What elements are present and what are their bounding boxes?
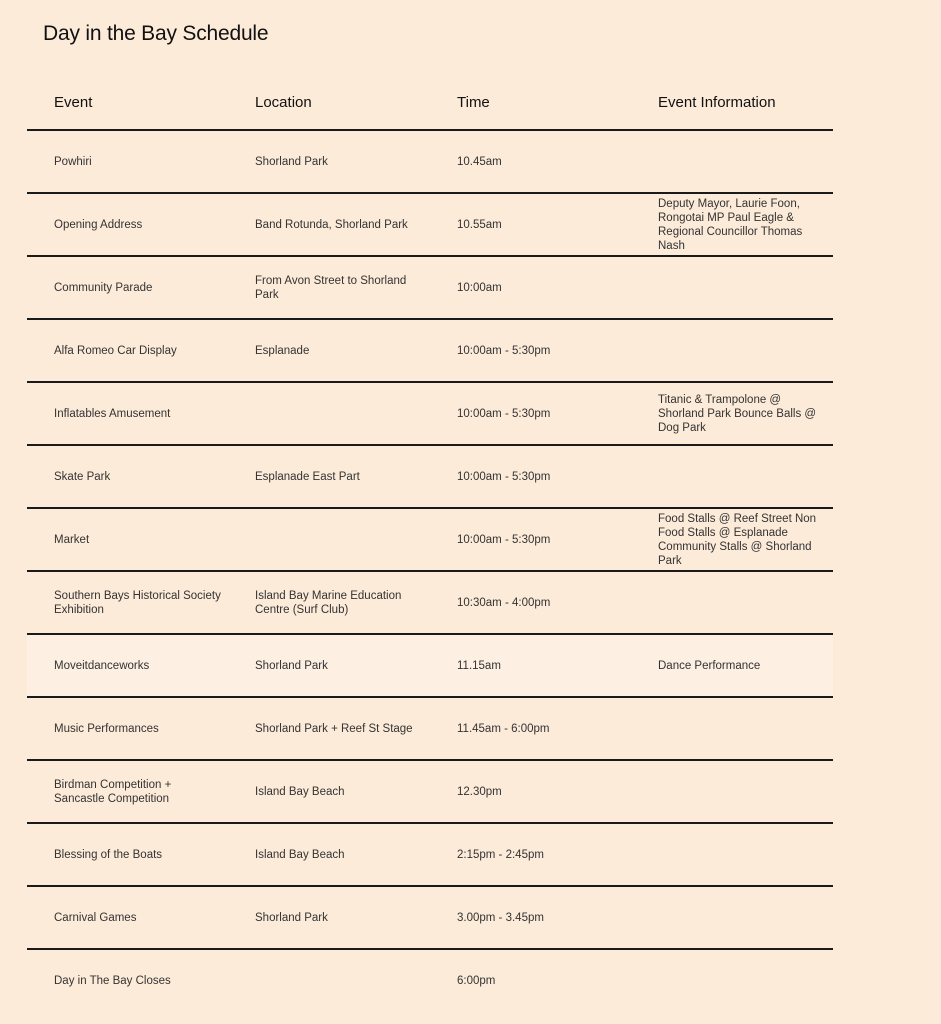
- table-row: [27, 886, 833, 949]
- time-cell: 10:00am - 5:30pm: [430, 445, 631, 508]
- location-cell: Esplanade: [228, 319, 430, 382]
- table-row: [27, 634, 833, 697]
- location-cell: Shorland Park + Reef St Stage: [228, 697, 430, 760]
- time-cell: 3.00pm - 3.45pm: [430, 886, 631, 949]
- location-cell: Shorland Park: [228, 634, 430, 697]
- info-cell: [631, 760, 833, 823]
- table-row: [27, 382, 833, 445]
- table-row: [27, 319, 833, 382]
- location-cell: From Avon Street to Shorland Park: [228, 256, 430, 319]
- table-row: [27, 508, 833, 571]
- time-cell: 12.30pm: [430, 760, 631, 823]
- info-cell: [631, 130, 833, 193]
- page-title: Day in the Bay Schedule: [43, 22, 269, 45]
- event-cell: Carnival Games: [27, 886, 228, 949]
- table-row: [27, 760, 833, 823]
- time-cell: 10:30am - 4:00pm: [430, 571, 631, 634]
- info-cell: [631, 949, 833, 1012]
- location-cell: Shorland Park: [228, 886, 430, 949]
- time-cell: 10.55am: [430, 193, 631, 256]
- event-cell: Market: [27, 508, 228, 571]
- info-cell: [631, 886, 833, 949]
- info-cell: [631, 256, 833, 319]
- time-cell: 11.45am - 6:00pm: [430, 697, 631, 760]
- event-cell: Birdman Competition + Sancastle Competition: [27, 760, 228, 823]
- location-cell: Island Bay Beach: [228, 760, 430, 823]
- info-cell: [631, 823, 833, 886]
- location-cell: [228, 508, 430, 571]
- event-cell: Music Performances: [27, 697, 228, 760]
- column-header-location: Location: [228, 76, 430, 130]
- location-cell: [228, 382, 430, 445]
- info-cell: Food Stalls @ Reef Street Non Food Stalls @ Esplanade Community Stalls @ Shorland Park: [631, 508, 833, 571]
- table-row: [27, 130, 833, 193]
- table-row: [27, 949, 833, 1012]
- event-cell: Skate Park: [27, 445, 228, 508]
- event-cell: Powhiri: [27, 130, 228, 193]
- event-cell: Blessing of the Boats: [27, 823, 228, 886]
- table-row: [27, 256, 833, 319]
- schedule-table: [27, 76, 833, 1012]
- info-cell: [631, 697, 833, 760]
- time-cell: 11.15am: [430, 634, 631, 697]
- column-header-time: Time: [430, 76, 631, 130]
- table-row: [27, 445, 833, 508]
- table-row: [27, 193, 833, 256]
- table-row: [27, 823, 833, 886]
- time-cell: 2:15pm - 2:45pm: [430, 823, 631, 886]
- time-cell: 10:00am - 5:30pm: [430, 319, 631, 382]
- info-cell: [631, 319, 833, 382]
- location-cell: Island Bay Marine Education Centre (Surf Club): [228, 571, 430, 634]
- location-cell: Band Rotunda, Shorland Park: [228, 193, 430, 256]
- time-cell: 10.45am: [430, 130, 631, 193]
- event-cell: Alfa Romeo Car Display: [27, 319, 228, 382]
- location-cell: Shorland Park: [228, 130, 430, 193]
- event-cell: Southern Bays Historical Society Exhibition: [27, 571, 228, 634]
- time-cell: 10:00am: [430, 256, 631, 319]
- time-cell: 10:00am - 5:30pm: [430, 382, 631, 445]
- time-cell: 10:00am - 5:30pm: [430, 508, 631, 571]
- location-cell: Island Bay Beach: [228, 823, 430, 886]
- event-cell: Day in The Bay Closes: [54, 975, 171, 987]
- table-row: [27, 697, 833, 760]
- column-header-event: Event: [27, 76, 228, 130]
- time-cell: 6:00pm: [457, 975, 496, 987]
- location-cell: [228, 949, 430, 1012]
- info-cell: [631, 445, 833, 508]
- event-cell: Inflatables Amusement: [27, 382, 228, 445]
- info-cell: [631, 571, 833, 634]
- event-cell: Community Parade: [27, 256, 228, 319]
- event-cell: Moveitdanceworks: [27, 634, 228, 697]
- info-cell: Deputy Mayor, Laurie Foon, Rongotai MP Paul Eagle & Regional Councillor Thomas Nash: [631, 193, 833, 256]
- table-row: [27, 571, 833, 634]
- event-cell: Opening Address: [27, 193, 228, 256]
- column-header-event-information: Event Information: [631, 76, 833, 130]
- info-cell: Dance Performance: [631, 634, 833, 697]
- table-header-row: [27, 76, 833, 130]
- info-cell: Titanic & Trampolone @ Shorland Park Bounce Balls @ Dog Park: [631, 382, 833, 445]
- location-cell: Esplanade East Part: [228, 445, 430, 508]
